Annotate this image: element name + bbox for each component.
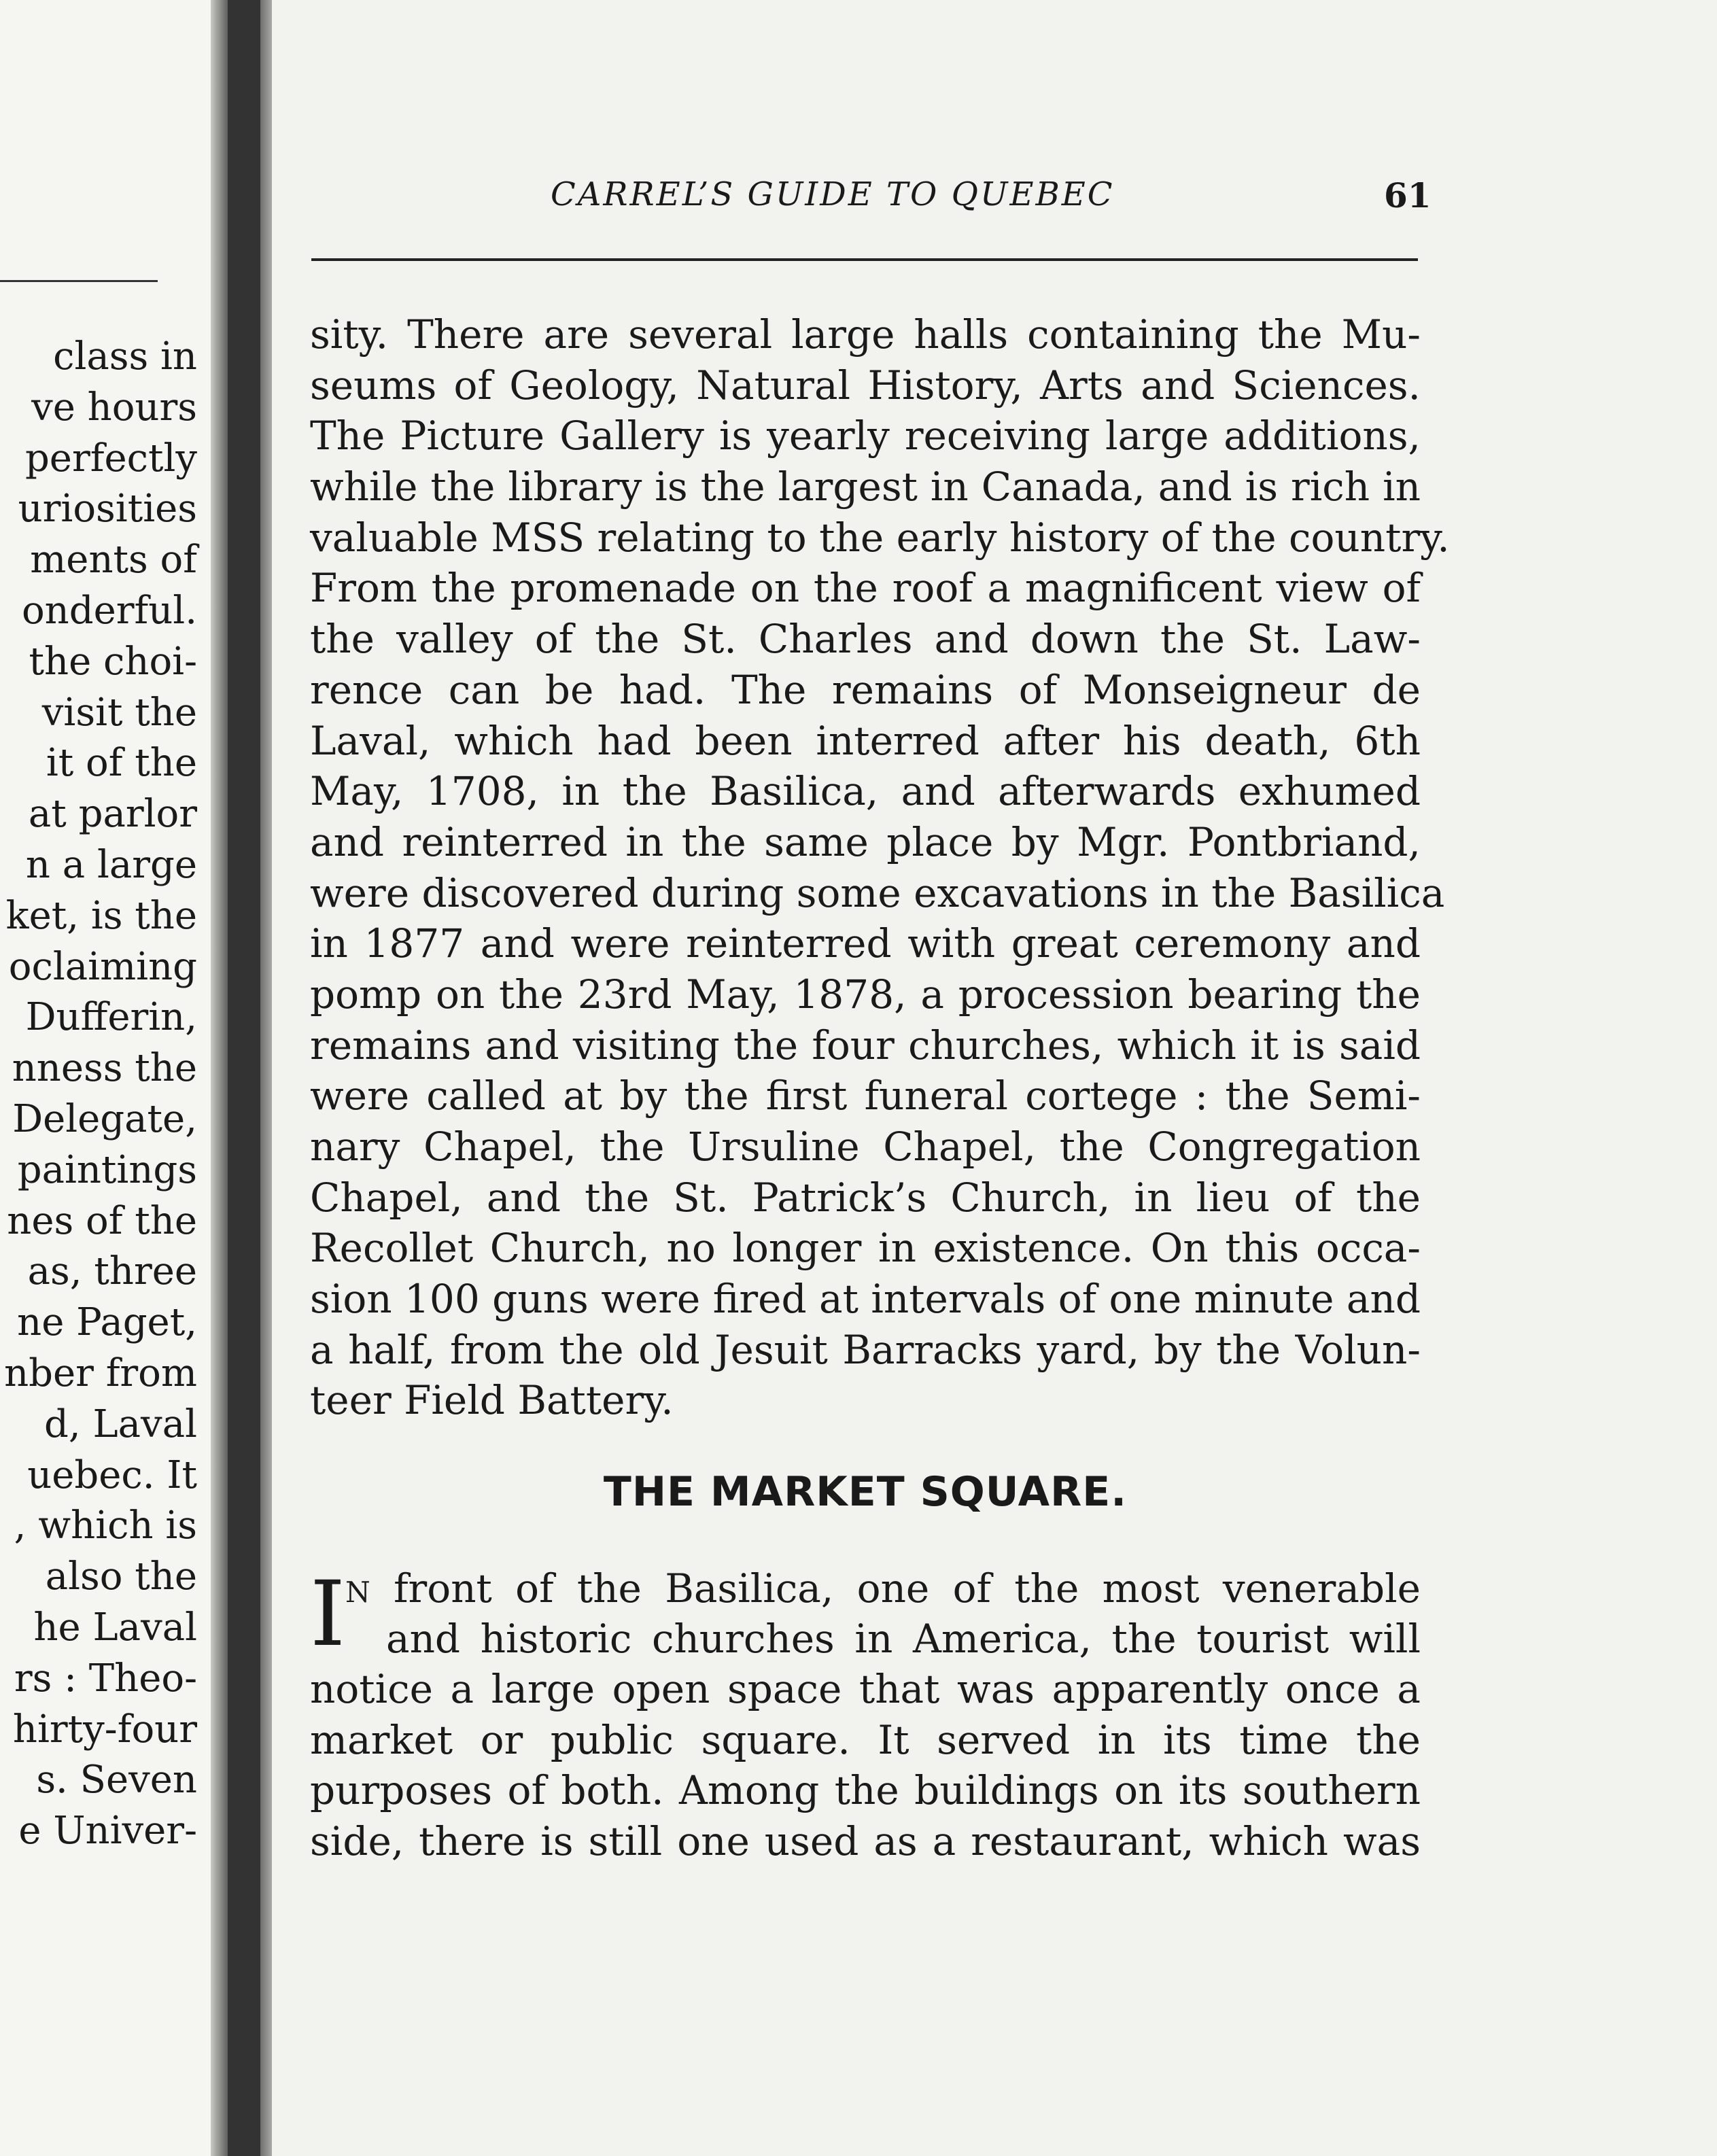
section-heading: THE MARKET SQUARE. xyxy=(603,1468,1128,1516)
left-page-line: rs : Theo- xyxy=(14,1656,197,1701)
left-page-line: uebec. It xyxy=(27,1453,197,1497)
left-page-line: Delegate, xyxy=(12,1096,197,1141)
left-page-line: ments of xyxy=(30,538,197,583)
text-line: while the library is the largest in Canada, and is rich in xyxy=(310,464,1421,510)
left-page-line: e Univer- xyxy=(18,1809,197,1854)
left-page-line: hirty-four xyxy=(12,1707,197,1752)
left-facing-page xyxy=(0,0,224,2156)
left-page-text-fragments xyxy=(0,332,197,1857)
text-line: May, 1708, in the Basilica, and afterwards exhumed xyxy=(310,768,1421,815)
left-page-line: s. Seven xyxy=(36,1758,197,1803)
text-line: were called at by the first funeral cortege : the Semi- xyxy=(310,1073,1421,1119)
left-page-line: oclaiming xyxy=(8,944,197,989)
left-page-line: paintings xyxy=(17,1147,197,1192)
left-page-line: he Laval xyxy=(33,1605,197,1650)
text-line: side, there is still one used as a restaurant, which was xyxy=(310,1818,1421,1865)
text-line: The Picture Gallery is yearly receiving large additions, xyxy=(310,413,1421,459)
left-page-line: it of the xyxy=(46,741,197,786)
left-page-line: nber from xyxy=(4,1351,197,1395)
left-page-line: the choi- xyxy=(29,639,197,684)
drop-cap-lines xyxy=(310,1562,1421,1667)
text-line: sity. There are several large halls containing the Mu- xyxy=(310,311,1421,358)
text-line: market or public square. It served in its time the xyxy=(310,1716,1421,1763)
left-page-rule xyxy=(0,280,158,282)
text-line: were discovered during some excavations in the Basilica xyxy=(310,869,1445,916)
running-head xyxy=(272,175,1432,223)
left-page-line: also the xyxy=(45,1554,197,1599)
text-line: teer Field Battery. xyxy=(310,1377,674,1424)
text-line: pomp on the 23rd May, 1878, a procession bearing the xyxy=(310,971,1421,1018)
text-line xyxy=(345,1563,1421,1614)
left-page-line: n a large xyxy=(25,842,197,887)
left-page-line: onderful. xyxy=(21,588,197,633)
left-page-line: uriosities xyxy=(18,487,197,532)
left-page-line: ket, is the xyxy=(5,893,197,938)
left-page-line: Dufferin, xyxy=(25,995,197,1040)
left-page-line: ne Paget, xyxy=(17,1300,197,1345)
running-head-title: CARREL’S GUIDE TO QUEBEC xyxy=(551,175,1115,213)
line-text: front of the Basilica, one of the most venerable xyxy=(370,1565,1421,1612)
left-page-line: ve hours xyxy=(31,385,197,430)
text-line: From the promenade on the roof a magnificent view of xyxy=(310,565,1421,612)
left-page-line: perfectly xyxy=(24,436,197,481)
text-line: and historic churches in America, the tourist will xyxy=(386,1616,1421,1662)
text-line: notice a large open space that was apparently once a xyxy=(310,1666,1421,1712)
left-page-line: nness the xyxy=(12,1046,197,1091)
left-page-line: as, three xyxy=(27,1249,197,1294)
text-line: a half, from the old Jesuit Barracks yard, by the Volun- xyxy=(310,1326,1421,1373)
drop-cap: I xyxy=(310,1562,346,1667)
left-page-line: at parlor xyxy=(28,792,197,837)
left-page-line: d, Laval xyxy=(44,1402,197,1446)
paragraph-2-lines xyxy=(310,1664,1421,1867)
text-line: in 1877 and were reinterred with great ceremony and xyxy=(310,920,1421,967)
text-line: purposes of both. Among the buildings on its southern xyxy=(310,1767,1421,1814)
text-line: the valley of the St. Charles and down the St. Law- xyxy=(310,616,1421,663)
left-page-line: visit the xyxy=(41,690,197,735)
text-line: Laval, which had been interred after his death, 6th xyxy=(310,717,1421,764)
text-line: remains and visiting the four churches, which it is said xyxy=(310,1022,1421,1068)
text-line: rence can be had. The remains of Monseigneur de xyxy=(310,666,1421,713)
body-paragraph-1 xyxy=(310,309,1450,1426)
text-line: Chapel, and the St. Patrick’s Church, in lieu of the xyxy=(310,1174,1421,1221)
text-line: Recollet Church, no longer in existence. On this occa- xyxy=(310,1225,1421,1272)
header-rule xyxy=(311,258,1418,261)
text-line: and reinterred in the same place by Mgr. Pontbriand, xyxy=(310,818,1421,865)
small-cap-letter: N xyxy=(345,1576,370,1609)
body-paragraph-2 xyxy=(310,1563,1421,1867)
left-page-line: class in xyxy=(53,334,197,379)
text-line: sion 100 guns were fired at intervals of one minute and xyxy=(310,1276,1421,1323)
text-line: valuable MSS relating to the early history of the country. xyxy=(310,514,1450,561)
text-line: seums of Geology, Natural History, Arts and Sciences. xyxy=(310,362,1421,408)
left-page-line: nes of the xyxy=(7,1198,197,1243)
page-number: 61 xyxy=(1384,175,1432,215)
text-line: nary Chapel, the Ursuline Chapel, the Congregation xyxy=(310,1124,1421,1170)
left-page-line: , which is xyxy=(14,1503,197,1548)
book-spine-shadow xyxy=(228,0,260,2156)
